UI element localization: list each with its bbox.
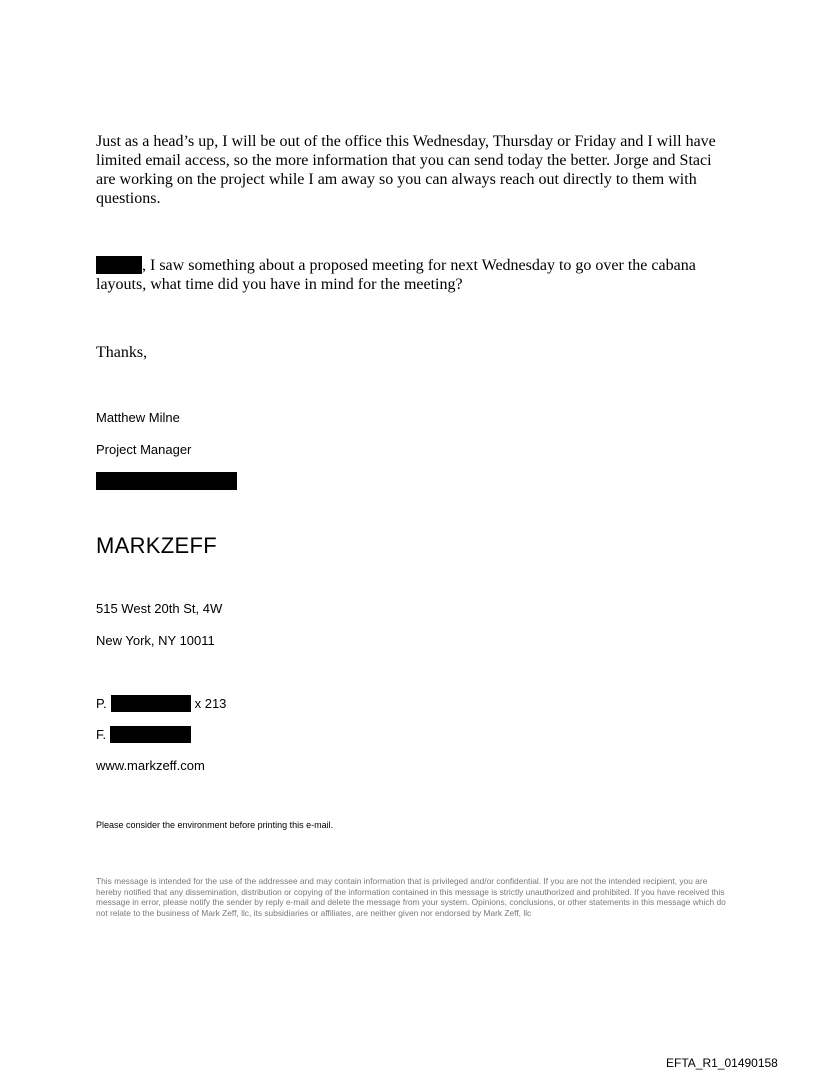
company-logo: MARKZEFF <box>96 533 217 558</box>
signature-name: Matthew Milne <box>96 410 180 425</box>
redacted-fax-block <box>110 726 191 743</box>
website-link[interactable]: www.markzeff.com <box>96 758 205 773</box>
signature-title: Project Manager <box>96 442 192 457</box>
confidentiality-disclaimer: This message is intended for the use of the addressee and may contain information that is privileged and/or confidential. If you are not the intended recipient, you are hereby notified that any dissemination, distribution or copying of the information contained in this message is strictly unauthorized and prohibited. If you have received this message in error, please notify the sender by reply e-mail and delete the message from your system. Opinions, conclusions, or other statements in this message which do not relate to the business of Mark Zeff, llc, its subsidiaries or affiliates, are neither given nor endorsed by Mark Zeff, llc <box>96 876 726 918</box>
email-paragraph-out-of-office: Just as a head’s up, I will be out of the office this Wednesday, Thursday or Friday and I will have limited email access, so the more information that you can send today the better. Jorge and Staci are working on the project while I am away so you can always reach out directly to them with questions. <box>96 133 716 207</box>
redacted-phone-block <box>111 695 191 712</box>
fax-row <box>96 726 191 743</box>
phone-prefix: P. <box>96 695 107 711</box>
address-line-1: 515 West 20th St, 4W <box>96 601 223 616</box>
email-closing: Thanks, <box>96 344 148 361</box>
phone-extension: x 213 <box>194 695 227 711</box>
bates-number: EFTA_R1_01490158 <box>666 1056 778 1070</box>
meeting-question-text: , I saw something about a proposed meeting for next Wednesday to go over the cabana layouts, what time did you have in mind for the meeting? <box>96 257 696 293</box>
email-paragraph-meeting <box>96 256 726 294</box>
phone-row <box>96 695 226 712</box>
address-line-2: New York, NY 10011 <box>96 633 215 648</box>
redacted-name-block <box>96 256 142 274</box>
fax-prefix: F. <box>96 726 107 742</box>
redacted-email-block <box>96 472 237 490</box>
environment-note: Please consider the environment before printing this e-mail. <box>96 820 334 830</box>
